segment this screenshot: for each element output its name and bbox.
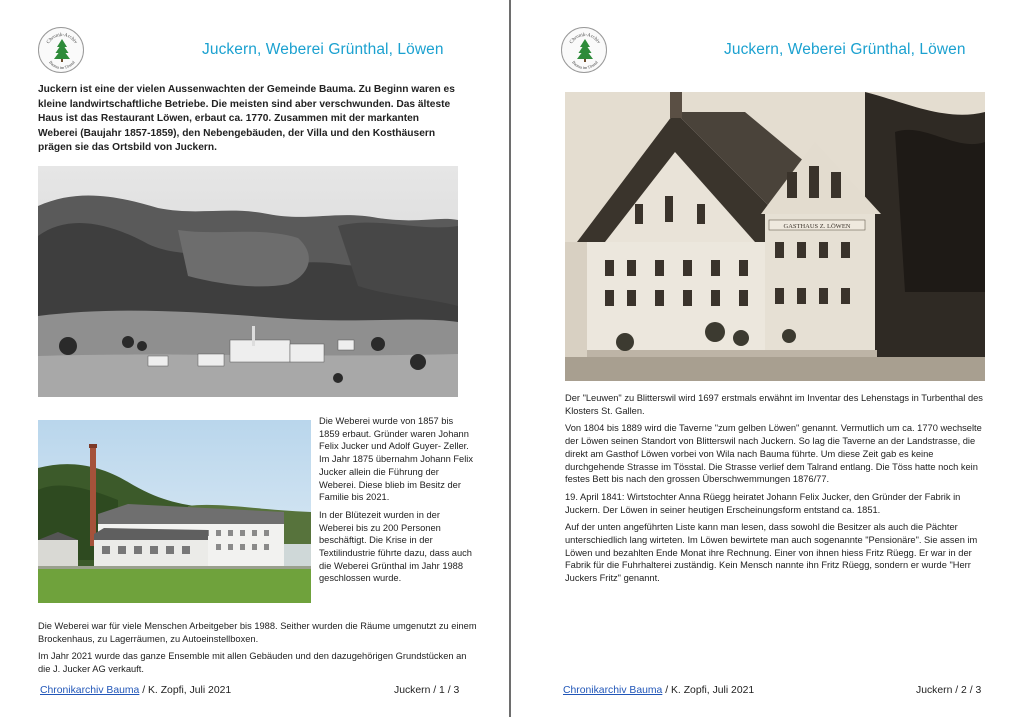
footer-page-number: Juckern / 2 / 3 <box>916 685 982 696</box>
history-paragraph: Der "Leuwen" zu Blitterswil wird 1697 erstmals erwähnt im Inventar des Lehenstags in Turbenthal des Klosters St. Gallen. <box>565 393 983 416</box>
footer-author: / K. Zopfi, Juli 2021 <box>662 685 755 696</box>
document-page-1 <box>0 0 508 717</box>
chronik-archiv-logo <box>38 27 84 73</box>
tree-icon <box>562 28 608 74</box>
page-title: Juckern, Weberei Grünthal, Löwen <box>202 41 444 58</box>
juckern-valley-photo <box>38 166 458 397</box>
tree-icon <box>39 28 85 74</box>
svg-text:Chronik-Archiv: Chronik-Archiv <box>46 32 78 45</box>
loewen-history-text <box>565 392 989 590</box>
chronikarchiv-link[interactable]: Chronikarchiv Bauma <box>563 685 663 696</box>
svg-text:Chronik-Archiv: Chronik-Archiv <box>569 32 601 45</box>
footer-credit <box>40 685 231 696</box>
footer-author: / K. Zopfi, Juli 2021 <box>139 685 232 696</box>
loewen-sign-text: GASTHAUS Z. LÖWEN <box>783 223 851 230</box>
footer-credit <box>563 685 754 696</box>
bottom-paragraph: Die Weberei war für viele Menschen Arbeitgeber bis 1988. Seither wurden die Räume umgenutzt zu einem Brockenhaus, zu Lagerräumen, zu Autoeinstellboxen. <box>38 621 477 644</box>
side-paragraph: In der Blütezeit wurden in der Weberei bis zu 200 Personen beschäftigt. Die Krise in der Textilindustrie führte dazu, dass auch die Weberei Grünthal im Jahr 1988 geschlossen wurde. <box>319 509 472 584</box>
bottom-paragraph: Im Jahr 2021 wurde das ganze Ensemble mit allen Gebäuden und den dazugehörigen Grundstücken an die J. Jucker AG verkauft. <box>38 651 467 675</box>
document-page-2 <box>514 0 1024 717</box>
chronik-archiv-logo <box>561 27 607 73</box>
weberei-bottom-text <box>38 620 478 681</box>
intro-paragraph: Juckern ist eine der vielen Aussenwachten der Gemeinde Bauma. Zu Beginn waren es kleine landwirtschaftliche Betriebe. Die meisten sind aber verschwunden. Das älteste Haus ist das Restaurant Löwen, erbaut ca. 1770. Zusammen mit der markanten Weberei (Baujahr 1857-1859), den Nebengebäuden, der Villa und den Kosthäusern prägen sie das Ortsbild von Juckern. <box>38 84 455 154</box>
svg-text:Bauma im Tösstal: Bauma im Tösstal <box>48 59 76 71</box>
page-divider <box>509 0 511 717</box>
side-paragraph: Die Weberei wurde von 1857 bis 1859 erbaut. Gründer waren Johann Felix Jucker und Adolf Guyer- Zeller. Im Jahr 1875 übernahm Johann Felix Jucker allein die Führung der Weberei. Diese blieb im Besitz der Familie bis 2021. <box>319 416 474 503</box>
restaurant-loewen-photo <box>565 92 985 381</box>
history-paragraph: 19. April 1841: Wirtstochter Anna Rüegg heiratet Johann Felix Jucker, den Gründer der Fabrik in Juckern. Der Löwen in seiner heutigen Erscheinungsform entstand ca. 1851. <box>565 491 961 515</box>
page-title: Juckern, Weberei Grünthal, Löwen <box>724 41 966 58</box>
chronikarchiv-link[interactable]: Chronikarchiv Bauma <box>40 685 140 696</box>
svg-text:Bauma im Tösstal: Bauma im Tösstal <box>571 59 599 71</box>
weberei-building-photo <box>38 420 311 603</box>
history-paragraph: Von 1804 bis 1889 wird die Taverne "zum gelben Löwen" genannt. Vermutlich um ca. 1770 wechselte der Löwen seinen Standort von Blitterswil nach Juckern. So lag die Taverne an der Landstrasse, die direkt am Gasthof Löwen vorbei von Wila nach Bauma führte. Um diese Zeit gab es keine durchgehende Strasse im Tösstal. Die Strasse verlief dem Talrand entlang. Die Töss hatte noch kein festes Bett bis nach den grossen Überschwemmungen 1876/77. <box>565 423 982 485</box>
history-paragraph: Auf der unten angeführten Liste kann man lesen, dass sowohl die Besitzer als auch die Pächter unterschiedlich lang wirteten. Im Löwen bewirtete man auch sogenannte "Pensionäre". Sie assen im Löwen und bezahlten Ende Monat ihre Rechnung. Einer von ihnen hiess Fritz Rüegg. Er war in der Fabrik für die Fuhrhalterei zuständig. Kein Mensch nannte ihn Fritz Rüegg, sondern er wurde "Herr Juckers Fritz" genannt. <box>565 522 978 584</box>
weberei-side-text <box>319 415 475 590</box>
footer-page-number: Juckern / 1 / 3 <box>394 685 460 696</box>
